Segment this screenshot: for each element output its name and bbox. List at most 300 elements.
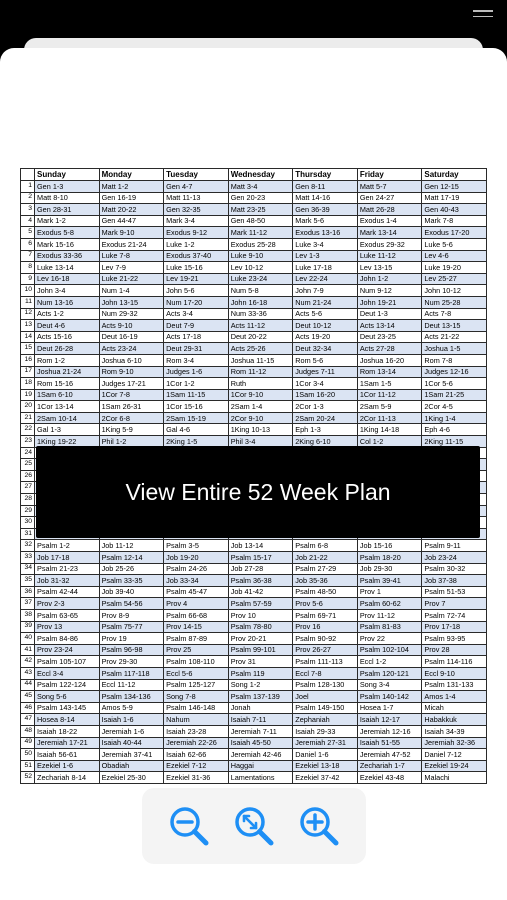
reading-cell: 2Sam 15-19: [164, 412, 229, 424]
reading-cell: Num 17-20: [164, 296, 229, 308]
reading-cell: Psalm 119: [228, 667, 293, 679]
reading-cell: Luke 17-18: [293, 262, 358, 274]
reading-cell: 2Sam 5-9: [357, 401, 422, 413]
week-number: 44: [21, 679, 35, 691]
week-number: 48: [21, 725, 35, 737]
reading-cell: Job 33-34: [164, 575, 229, 587]
reading-cell: Prov 16: [293, 621, 358, 633]
reading-cell: Ezekiel 13-18: [293, 760, 358, 772]
reading-cell: Job 37-38: [422, 575, 487, 587]
reading-cell: Exodus 5-8: [35, 227, 100, 239]
reading-cell: Ezekiel 19-24: [422, 760, 487, 772]
week-number: 9: [21, 273, 35, 285]
week-number: 30: [21, 517, 35, 529]
reading-cell: Jeremiah 17-21: [35, 737, 100, 749]
reading-cell: John 5-6: [164, 285, 229, 297]
reading-cell: Daniel 7-12: [422, 749, 487, 761]
reading-cell: Psalm 140-142: [357, 691, 422, 703]
week-number: 2: [21, 192, 35, 204]
reading-cell: Rom 3-4: [164, 354, 229, 366]
table-row: [21, 552, 487, 564]
reading-cell: 1Sam 26-31: [99, 401, 164, 413]
reading-cell: John 16-18: [228, 296, 293, 308]
week-number: 49: [21, 737, 35, 749]
reading-cell: Rom 13-14: [357, 366, 422, 378]
reading-cell: Deut 32-34: [293, 343, 358, 355]
reading-cell: Exodus 25-28: [228, 238, 293, 250]
reading-cell: Jeremiah 27-31: [293, 737, 358, 749]
table-row: [21, 296, 487, 308]
zoom-in-icon: [297, 804, 341, 848]
week-number: 8: [21, 262, 35, 274]
reading-cell: Daniel 1-6: [293, 749, 358, 761]
table-row: [21, 714, 487, 726]
reading-cell: Eccl 3-4: [35, 667, 100, 679]
reading-cell: Exodus 1-4: [357, 215, 422, 227]
reading-cell: Psalm 63-65: [35, 609, 100, 621]
reading-cell: Eccl 1-2: [357, 656, 422, 668]
reading-cell: Psalm 90-92: [293, 633, 358, 645]
reading-cell: Luke 9-10: [228, 250, 293, 262]
reading-cell: Psalm 125-127: [164, 679, 229, 691]
reading-cell: Jonah: [228, 702, 293, 714]
reading-cell: Psalm 102-104: [357, 644, 422, 656]
table-row: [21, 586, 487, 598]
reading-cell: Luke 5-6: [422, 238, 487, 250]
table-row: [21, 204, 487, 216]
reading-cell: 1Cor 13-14: [35, 401, 100, 413]
day-header: Saturday: [422, 169, 487, 181]
table-row: [21, 609, 487, 621]
zoom-out-icon: [167, 804, 211, 848]
reading-cell: Exodus 29-32: [357, 238, 422, 250]
reading-cell: Amos 5-9: [99, 702, 164, 714]
reading-cell: 1King 14-18: [357, 424, 422, 436]
reading-cell: Prov 31: [228, 656, 293, 668]
reading-cell: Haggai: [228, 760, 293, 772]
reading-cell: Psalm 66-68: [164, 609, 229, 621]
reading-cell: Amos 1-4: [422, 691, 487, 703]
reading-cell: Eccl 9-10: [422, 667, 487, 679]
reading-cell: Lev 22-24: [293, 273, 358, 285]
reading-cell: Mark 9-10: [99, 227, 164, 239]
reading-cell: Exodus 9-12: [164, 227, 229, 239]
table-row: [21, 540, 487, 552]
week-number: 25: [21, 459, 35, 471]
reading-cell: Prov 10: [228, 609, 293, 621]
reading-cell: Eccl 7-8: [293, 667, 358, 679]
reading-cell: Lev 4-6: [422, 250, 487, 262]
reading-cell: Psalm 146-148: [164, 702, 229, 714]
reading-cell: Song 3-4: [357, 679, 422, 691]
week-number: 15: [21, 343, 35, 355]
week-number: 51: [21, 760, 35, 772]
reading-cell: John 13-15: [99, 296, 164, 308]
reading-cell: Isaiah 18-22: [35, 725, 100, 737]
reading-cell: Psalm 99-101: [228, 644, 293, 656]
reading-cell: Zechariah 1-7: [357, 760, 422, 772]
reading-cell: Deut 1-3: [357, 308, 422, 320]
reading-cell: Psalm 1-2: [35, 540, 100, 552]
zoom-in-button[interactable]: [295, 802, 343, 850]
reading-cell: Gen 48-50: [228, 215, 293, 227]
reading-cell: Prov 20-21: [228, 633, 293, 645]
reading-cell: 2Cor 9-10: [228, 412, 293, 424]
reading-cell: Num 5-8: [228, 285, 293, 297]
reading-cell: Isaiah 40-44: [99, 737, 164, 749]
reading-cell: Gal 1-3: [35, 424, 100, 436]
week-number: 6: [21, 238, 35, 250]
week-number: 13: [21, 320, 35, 332]
reading-cell: Jeremiah 1-6: [99, 725, 164, 737]
reading-cell: Prov 17-18: [422, 621, 487, 633]
reading-cell: Prov 1: [357, 586, 422, 598]
week-number: 38: [21, 609, 35, 621]
reading-cell: Hosea 8-14: [35, 714, 100, 726]
reading-cell: 2King 1-5: [164, 436, 229, 448]
reading-cell: John 19-21: [357, 296, 422, 308]
reading-cell: Matt 20-22: [99, 204, 164, 216]
reading-cell: Jeremiah 32-36: [422, 737, 487, 749]
reading-cell: Num 21-24: [293, 296, 358, 308]
reading-cell: Job 21-22: [293, 552, 358, 564]
reading-cell: Psalm 33-35: [99, 575, 164, 587]
reading-cell: Matt 1-2: [99, 181, 164, 193]
table-row: [21, 575, 487, 587]
reading-cell: Lev 13-15: [357, 262, 422, 274]
reading-cell: Joel: [293, 691, 358, 703]
reading-cell: Psalm 105-107: [35, 656, 100, 668]
reading-cell: Acts 1-2: [35, 308, 100, 320]
reading-cell: 1Sam 6-10: [35, 389, 100, 401]
reading-cell: Matt 11-13: [164, 192, 229, 204]
reading-cell: Isaiah 1-6: [99, 714, 164, 726]
reading-cell: Isaiah 51-55: [357, 737, 422, 749]
reading-cell: Lev 10-12: [228, 262, 293, 274]
reading-cell: Psalm 84-86: [35, 633, 100, 645]
reading-cell: Psalm 81-83: [357, 621, 422, 633]
reading-cell: Prov 13: [35, 621, 100, 633]
reading-cell: Luke 19-20: [422, 262, 487, 274]
reading-cell: Isaiah 56-61: [35, 749, 100, 761]
reading-cell: 1King 5-9: [99, 424, 164, 436]
reading-cell: Joshua 21-24: [35, 366, 100, 378]
week-number: 1: [21, 181, 35, 193]
reading-cell: Acts 27-28: [357, 343, 422, 355]
week-number: 16: [21, 354, 35, 366]
week-number: 52: [21, 772, 35, 784]
reading-cell: Psalm 75-77: [99, 621, 164, 633]
reading-cell: Luke 7-8: [99, 250, 164, 262]
reading-cell: Gen 16-19: [99, 192, 164, 204]
reading-cell: Prov 8-9: [99, 609, 164, 621]
reading-cell: Ezekiel 1-6: [35, 760, 100, 772]
reading-cell: Prov 23-24: [35, 644, 100, 656]
table-row: [21, 424, 487, 436]
reading-cell: Jeremiah 12-16: [357, 725, 422, 737]
reading-cell: Gen 36-39: [293, 204, 358, 216]
reading-cell: Luke 23-24: [228, 273, 293, 285]
reading-cell: Psalm 30-32: [422, 563, 487, 575]
reading-cell: Gen 32-35: [164, 204, 229, 216]
reading-cell: Lev 25-27: [422, 273, 487, 285]
week-number: 36: [21, 586, 35, 598]
reading-cell: Prov 28: [422, 644, 487, 656]
reading-cell: Eccl 5-6: [164, 667, 229, 679]
reading-cell: 1Sam 16-20: [293, 389, 358, 401]
reading-cell: Num 25-28: [422, 296, 487, 308]
week-number: 3: [21, 204, 35, 216]
reading-cell: Acts 23-24: [99, 343, 164, 355]
reading-cell: Rom 1-2: [35, 354, 100, 366]
reading-cell: Psalm 3-5: [164, 540, 229, 552]
table-row: [21, 679, 487, 691]
reading-cell: Joshua 16-20: [357, 354, 422, 366]
reading-cell: Deut 7-9: [164, 320, 229, 332]
reading-cell: Num 29-32: [99, 308, 164, 320]
table-row: [21, 621, 487, 633]
reading-cell: Rom 5-6: [293, 354, 358, 366]
reading-cell: Luke 21-22: [99, 273, 164, 285]
reading-cell: Ezekiel 37-42: [293, 772, 358, 784]
reading-cell: Song 7-8: [164, 691, 229, 703]
reading-cell: Prov 11-12: [357, 609, 422, 621]
table-row: [21, 343, 487, 355]
reading-cell: Acts 17-18: [164, 331, 229, 343]
day-header: Friday: [357, 169, 422, 181]
reading-cell: Psalm 120-121: [357, 667, 422, 679]
reading-cell: Phil 1-2: [99, 436, 164, 448]
week-number: 37: [21, 598, 35, 610]
reading-cell: Psalm 87-89: [164, 633, 229, 645]
reading-cell: Job 27-28: [228, 563, 293, 575]
reading-cell: Luke 13-14: [35, 262, 100, 274]
table-row: [21, 702, 487, 714]
reading-cell: Job 29-30: [357, 563, 422, 575]
reading-cell: Prov 22: [357, 633, 422, 645]
reading-cell: Prov 19: [99, 633, 164, 645]
reading-cell: Ezekiel 25-30: [99, 772, 164, 784]
reading-cell: Psalm 114-116: [422, 656, 487, 668]
table-row: [21, 262, 487, 274]
reading-cell: 2King 6-10: [293, 436, 358, 448]
reading-cell: Isaiah 34-39: [422, 725, 487, 737]
reading-cell: Deut 13-15: [422, 320, 487, 332]
reading-cell: Isaiah 45-50: [228, 737, 293, 749]
week-number: 26: [21, 470, 35, 482]
table-row: [21, 273, 487, 285]
reading-cell: John 3-4: [35, 285, 100, 297]
day-header: Sunday: [35, 169, 100, 181]
reading-cell: Gen 1-3: [35, 181, 100, 193]
week-number: 21: [21, 412, 35, 424]
reading-cell: Luke 15-16: [164, 262, 229, 274]
reading-cell: Zephaniah: [293, 714, 358, 726]
reading-cell: Mark 5-6: [293, 215, 358, 227]
reading-cell: Psalm 15-17: [228, 552, 293, 564]
reading-cell: Psalm 149-150: [293, 702, 358, 714]
table-row: [21, 749, 487, 761]
reading-cell: Prov 2-3: [35, 598, 100, 610]
zoom-fit-button[interactable]: [230, 802, 278, 850]
reading-cell: Prov 5-6: [293, 598, 358, 610]
reading-cell: Deut 26-28: [35, 343, 100, 355]
reading-cell: Lev 19-21: [164, 273, 229, 285]
reading-cell: Jeremiah 47-52: [357, 749, 422, 761]
reading-cell: Exodus 33-36: [35, 250, 100, 262]
reading-cell: Matt 3-4: [228, 181, 293, 193]
reading-cell: Job 39-40: [99, 586, 164, 598]
reading-cell: Num 33-36: [228, 308, 293, 320]
table-row: [21, 725, 487, 737]
reading-cell: Psalm 21-23: [35, 563, 100, 575]
table-row: [21, 285, 487, 297]
reading-cell: Deut 20-22: [228, 331, 293, 343]
reading-cell: Mark 15-16: [35, 238, 100, 250]
reading-cell: Eph 4-6: [422, 424, 487, 436]
reading-cell: Judges 1-6: [164, 366, 229, 378]
day-header: Thursday: [293, 169, 358, 181]
reading-cell: Psalm 117-118: [99, 667, 164, 679]
reading-cell: Psalm 48-50: [293, 586, 358, 598]
reading-cell: Psalm 60-62: [357, 598, 422, 610]
week-number-header: [21, 169, 35, 181]
reading-cell: Phil 3-4: [228, 436, 293, 448]
reading-cell: 1Sam 1-5: [357, 378, 422, 390]
reading-cell: Psalm 54-56: [99, 598, 164, 610]
table-row: [21, 238, 487, 250]
reading-cell: Judges 17-21: [99, 378, 164, 390]
week-number: 35: [21, 575, 35, 587]
reading-cell: Num 13-16: [35, 296, 100, 308]
table-header-row: [21, 169, 487, 181]
reading-cell: Psalm 131-133: [422, 679, 487, 691]
reading-cell: Gen 12-15: [422, 181, 487, 193]
reading-cell: 1Cor 15-16: [164, 401, 229, 413]
reading-cell: Prov 4: [164, 598, 229, 610]
reading-cell: Psalm 27-29: [293, 563, 358, 575]
week-number: 20: [21, 401, 35, 413]
reading-cell: Job 19-20: [164, 552, 229, 564]
reading-cell: Psalm 9-11: [422, 540, 487, 552]
table-row: [21, 331, 487, 343]
reading-cell: Matt 14-16: [293, 192, 358, 204]
reading-cell: Psalm 69-71: [293, 609, 358, 621]
reading-cell: Job 41-42: [228, 586, 293, 598]
reading-cell: Song 1-2: [228, 679, 293, 691]
reading-cell: Nahum: [164, 714, 229, 726]
reading-cell: Ruth: [228, 378, 293, 390]
reading-cell: Joshua 6-10: [99, 354, 164, 366]
reading-cell: Hosea 1-7: [357, 702, 422, 714]
reading-cell: Job 35-36: [293, 575, 358, 587]
reading-cell: Judges 7-11: [293, 366, 358, 378]
view-plan-overlay[interactable]: [36, 446, 480, 538]
reading-cell: Mark 7-8: [422, 215, 487, 227]
reading-cell: Prov 14-15: [164, 621, 229, 633]
week-number: 19: [21, 389, 35, 401]
reading-cell: Psalm 12-14: [99, 552, 164, 564]
week-number: 40: [21, 633, 35, 645]
week-number: 24: [21, 447, 35, 459]
reading-cell: Psalm 45-47: [164, 586, 229, 598]
week-number: 4: [21, 215, 35, 227]
reading-cell: Psalm 93-95: [422, 633, 487, 645]
reading-cell: Lamentations: [228, 772, 293, 784]
table-row: [21, 691, 487, 703]
zoom-out-button[interactable]: [165, 802, 213, 850]
week-number: 33: [21, 552, 35, 564]
table-row: [21, 192, 487, 204]
reading-cell: Psalm 36-38: [228, 575, 293, 587]
reading-cell: John 10-12: [422, 285, 487, 297]
reading-cell: Luke 11-12: [357, 250, 422, 262]
reading-cell: Song 5-6: [35, 691, 100, 703]
view-plan-label: View Entire 52 Week Plan: [125, 478, 391, 505]
reading-cell: Isaiah 62-66: [164, 749, 229, 761]
reading-cell: Num 1-4: [99, 285, 164, 297]
reading-cell: Psalm 24-26: [164, 563, 229, 575]
reading-cell: Psalm 111-113: [293, 656, 358, 668]
reading-cell: 1Cor 9-10: [228, 389, 293, 401]
reading-cell: Col 1-2: [357, 436, 422, 448]
reading-cell: Eph 1-3: [293, 424, 358, 436]
reading-cell: Judges 12-16: [422, 366, 487, 378]
reading-cell: Luke 3-4: [293, 238, 358, 250]
reading-cell: Isaiah 29-33: [293, 725, 358, 737]
table-row: [21, 250, 487, 262]
week-number: 41: [21, 644, 35, 656]
reading-cell: Psalm 18-20: [357, 552, 422, 564]
week-number: 27: [21, 482, 35, 494]
reading-cell: Deut 16-19: [99, 331, 164, 343]
week-number: 46: [21, 702, 35, 714]
table-row: [21, 389, 487, 401]
reading-cell: 2King 11-15: [422, 436, 487, 448]
reading-cell: Prov 25: [164, 644, 229, 656]
reading-cell: Rom 15-16: [35, 378, 100, 390]
week-number: 10: [21, 285, 35, 297]
reading-cell: Psalm 51-53: [422, 586, 487, 598]
reading-cell: 1Cor 5-6: [422, 378, 487, 390]
reading-cell: Job 31-32: [35, 575, 100, 587]
reading-cell: 1King 1-4: [422, 412, 487, 424]
reading-cell: 1Cor 7-8: [99, 389, 164, 401]
reading-cell: Mark 1-2: [35, 215, 100, 227]
table-row: [21, 656, 487, 668]
reading-cell: Deut 10-12: [293, 320, 358, 332]
week-number: 17: [21, 366, 35, 378]
reading-cell: 2Cor 1-3: [293, 401, 358, 413]
reading-cell: Malachi: [422, 772, 487, 784]
reading-cell: Isaiah 12-17: [357, 714, 422, 726]
reading-cell: Psalm 143-145: [35, 702, 100, 714]
reading-cell: Gen 8-11: [293, 181, 358, 193]
table-row: [21, 760, 487, 772]
reading-cell: Jeremiah 42-46: [228, 749, 293, 761]
reading-cell: Acts 11-12: [228, 320, 293, 332]
reading-cell: Job 17-18: [35, 552, 100, 564]
reading-cell: 1King 10-13: [228, 424, 293, 436]
reading-cell: Jeremiah 22-26: [164, 737, 229, 749]
reading-cell: Exodus 37-40: [164, 250, 229, 262]
reading-cell: Isaiah 23-28: [164, 725, 229, 737]
week-number: 29: [21, 505, 35, 517]
table-row: [21, 366, 487, 378]
reading-cell: 2Cor 4-5: [422, 401, 487, 413]
day-header: Tuesday: [164, 169, 229, 181]
reading-cell: Psalm 122-124: [35, 679, 100, 691]
